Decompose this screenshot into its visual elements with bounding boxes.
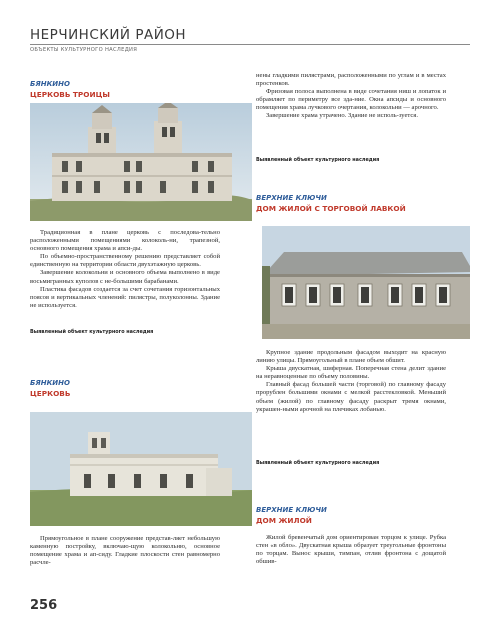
entry2-heritage-note: Выявленный объект культурного наследия <box>256 157 380 163</box>
entry1-text <box>30 229 220 310</box>
entry2-paragraph: Фризовая полоса выполнена в виде сочетания ниш и лопаток и обрамляет по периметру все зда-ние. Окна апсиды и основного помещения храма лучкового очертания, колокольни — арочного. <box>256 88 446 112</box>
entry4-paragraph: Жилой бревенчатый дом ориентирован торцом к улице. Рубка стен «в обло». Двускатная крыша образует треугольные фронтоны по торцам. Вынос крыши, тимпан, отлив фронтона с дощатой обшив- <box>256 534 446 566</box>
entry4-locality: ВЕРХНИЕ КЛЮЧИ <box>256 506 327 514</box>
entry4-heading <box>256 506 446 525</box>
entry4-name: ДОМ ЖИЛОЙ <box>256 516 312 525</box>
entry1-heading <box>30 80 220 99</box>
entry1-paragraph: По объемно-пространственному решению представляет собой единственную на территории области двухэтажную церковь. <box>30 253 220 269</box>
church-photo <box>30 412 252 526</box>
entry2-paragraph: нены гладкими пилястрами, расположенными по углам и в местах простенков. <box>256 72 446 88</box>
entry3-paragraph: Главный фасад большей части (торговой) по главному фасаду прорублен большими окнами с мелкой расстекловкой. Меньший объем (жилой) по главному фасаду раскрыт тремя окнами, украшен-ными арочной на плечиках лобанью. <box>256 381 446 413</box>
house-with-shop-photo <box>262 226 470 339</box>
entry2-locality: БЯНКИНО <box>30 379 70 387</box>
entry2-note-wrap <box>256 157 446 163</box>
entry3-locality: ВЕРХНИЕ КЛЮЧИ <box>256 194 327 202</box>
entry1-paragraph: Завершение колокольни и основного объема выполнено в виде восьмигранных куполов с не-большими барабанами. <box>30 269 220 285</box>
entry3-name: ДОМ ЖИЛОЙ С ТОРГОВОЙ ЛАВКОЙ <box>256 204 406 213</box>
entry2-continued-text <box>256 72 446 121</box>
header-rule <box>30 44 470 45</box>
entry2-paragraph: Завершение храма утрачено. Здание не исполь-зуется. <box>266 112 418 120</box>
entry4-text <box>256 534 446 566</box>
entry1-locality: БЯНКИНО <box>30 80 70 88</box>
entry3-heritage-note: Выявленный объект культурного наследия <box>256 460 380 466</box>
entry3-paragraph: Крупное здание продольным фасадом выходит на красную линию улицы. Прямоугольный в плане объем обшит. <box>256 349 446 365</box>
page-header <box>30 28 470 53</box>
entry1-name: ЦЕРКОВЬ ТРОИЦЫ <box>30 90 110 99</box>
entry1-paragraph: Традиционная в плане церковь с последова-тельно расположенными помещениями колоколь-ни, трапезной, основного помещения храма и апси-ды. <box>30 229 220 253</box>
section-subtitle: ОБЪЕКТЫ КУЛЬТУРНОГО НАСЛЕДИЯ <box>30 47 138 53</box>
entry2-name: ЦЕРКОВЬ <box>30 389 71 398</box>
entry3-heading <box>256 194 446 213</box>
entry2-text <box>30 535 220 567</box>
entry2-paragraph: Прямоугольное в плане сооружение представ-ляет небольшую каменную постройку, включаю-щую колокольню, основное помещение храма и ап-сиду. Гладкие плоскости стен равномерно расчле- <box>30 535 220 567</box>
section-title: НЕРЧИНСКИЙ РАЙОН <box>30 27 187 43</box>
entry3-text <box>256 349 446 414</box>
page-number: 256 <box>30 598 58 613</box>
trinity-church-photo <box>30 103 252 221</box>
entry1-note-wrap <box>30 329 220 335</box>
entry3-note-wrap <box>256 460 446 466</box>
entry2-heading <box>30 379 220 398</box>
entry1-paragraph: Пластика фасадов создается за счет сочетания горизонтальных поясов и вертикальных членений: пилястры, полуколонны. Здание не используется. <box>30 285 220 309</box>
entry3-paragraph: Крыша двускатная, шиферная. Поперечная стена делит здание на неравноценные по объему половины. <box>256 365 446 381</box>
entry1-heritage-note: Выявленный объект культурного наследия <box>30 329 154 335</box>
